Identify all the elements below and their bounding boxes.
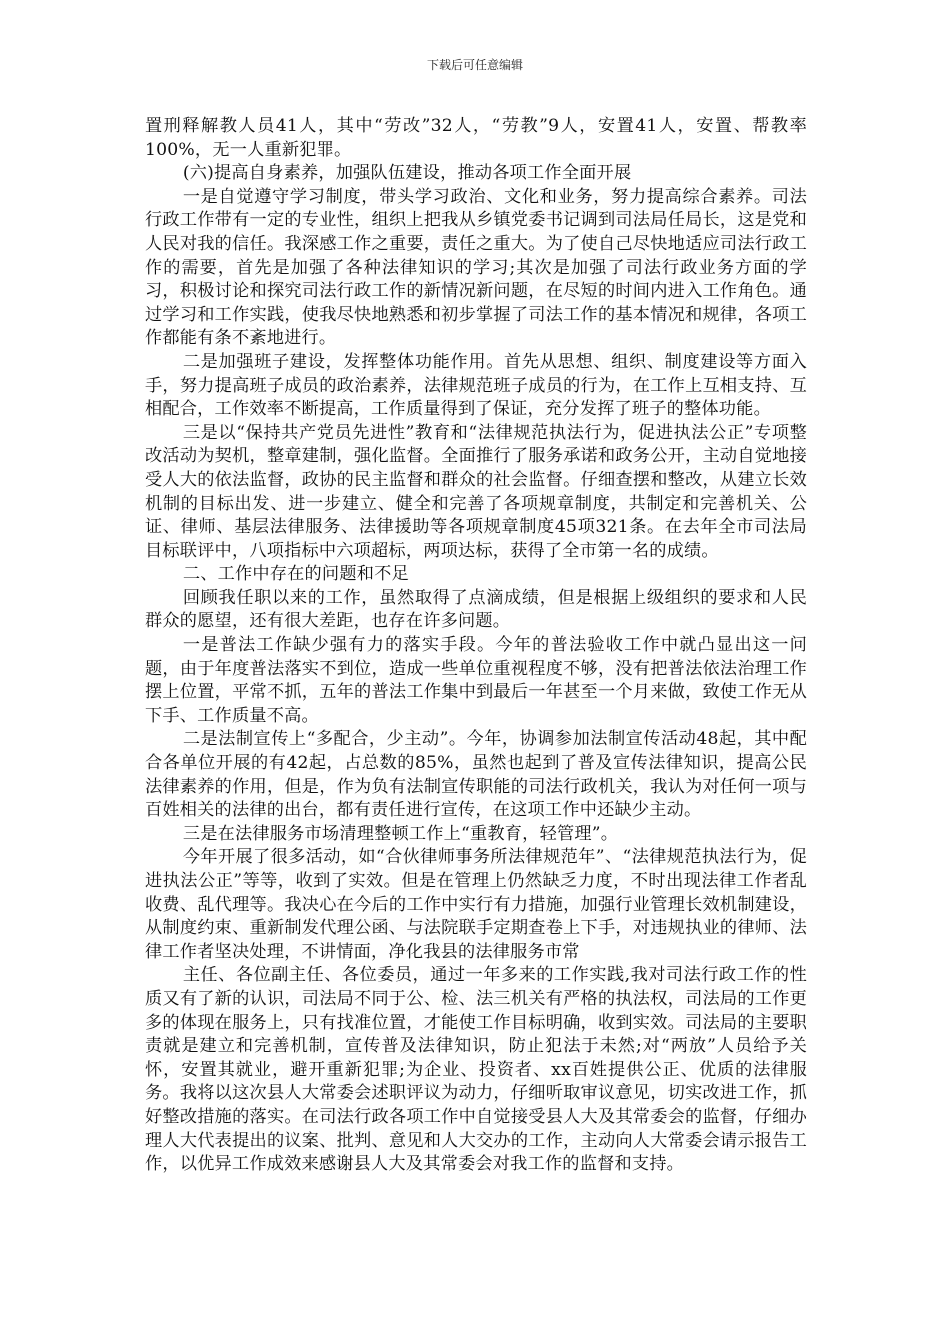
paragraph: 一是普法工作缺少强有力的落实手段。今年的普法验收工作中就凸显出这一问题，由于年度普法落实不到位，造成一些单位重视程度不够，没有把普法依法治理工作摆上位置，平常不抓，五年的普法工作集中到最后一年甚至一个月来做，致使工作无从下手、工作质量不高。	[145, 635, 807, 726]
paragraph: 一是自觉遵守学习制度，带头学习政治、文化和业务，努力提高综合素养。司法行政工作带有一定的专业性，组织上把我从乡镇党委书记调到司法局任局长，这是党和人民对我的信任。我深感工作之重要，责任之重大。为了使自己尽快地适应司法行政工作的需要，首先是加强了各种法律知识的学习;其次是加强了司法行政业务方面的学习，积极讨论和探究司法行政工作的新情况新问题，在尽短的时间内进入工作角色。通过学习和工作实践，使我尽快地熟悉和初步掌握了司法工作的基本情况和规律，各项工作都能有条不紊地进行。	[145, 186, 807, 349]
paragraph: 回顾我任职以来的工作，虽然取得了点滴成绩，但是根据上级组织的要求和人民群众的愿望，还有很大差距，也存在许多问题。	[145, 587, 807, 632]
section-heading: 二、工作中存在的问题和不足	[182, 564, 409, 585]
page-header: 下载后可任意编辑	[426, 58, 523, 72]
paragraph: 今年开展了很多活动，如“合伙律师事务所法律规范年”、“法律规范执法行为，促进执法公正”等等，收到了实效。但是在管理上仍然缺乏力度，不时出现法律工作者乱收费、乱代理等。我决心在今后的工作中实行有力措施，加强行业管理长效机制建设，从制度约束、重新制发代理公函、与法院联手定期查卷上下手，对违规执业的律师、法律工作者坚决处理，不讲情面，净化我县的法律服务市常	[145, 847, 807, 962]
section-heading: (六)提高自身素养，加强队伍建设，推动各项工作全面开展	[182, 163, 632, 184]
paragraph: 三是以“保持共产党员先进性”教育和“法律规范执法行为，促进执法公正”专项整改活动为契机，整章建制，强化监督。全面推行了服务承诺和政务公开，主动自觉地接受人大的依法监督，政协的民主监督和群众的社会监督。仔细查摆和整改，从建立长效机制的目标出发、进一步建立、健全和完善了各项规章制度，共制定和完善机关、公证、律师、基层法律服务、法律援助等各项规章制度45项321条。在去年全市司法局目标联评中，八项指标中六项超标，两项达标，获得了全市第一名的成绩。	[145, 422, 807, 561]
paragraph: 置刑释解教人员41人，其中“劳改”32人，“劳教”9人，安置41人，安置、帮教率100%，无一人重新犯罪。	[145, 116, 807, 160]
paragraph: 二是法制宣传上“多配合，少主动”。今年，协调参加法制宣传活动48起，其中配合各单位开展的有42起，占总数的85%，虽然也起到了普及宣传法律知识，提高公民法律素养的作用，但是，作为负有法制宣传职能的司法行政机关，我认为对任何一项与百姓相关的法律的出台，都有责任进行宣传，在这项工作中还缺少主动。	[145, 729, 807, 821]
document-body	[145, 115, 807, 1177]
paragraph: 主任、各位副主任、各位委员，通过一年多来的工作实践,我对司法行政工作的性质又有了新的认识，司法局不同于公、检、法三机关有严格的执法权，司法局的工作更多的体现在服务上，只有找准位置，才能使工作目标明确，收到实效。司法局的主要职责就是建立和完善机制，宣传普及法律知识，防止犯法于未然;对“两放”人员给予关怀，安置其就业，避开重新犯罪;为企业、投资者、xx百姓提供公正、优质的法律服务。我将以这次县人大常委会述职评议为动力，仔细听取审议意见，切实改进工作，抓好整改措施的落实。在司法行政各项工作中自觉接受县人大及其常委会的监督，仔细办理人大代表提出的议案、批判、意见和人大交办的工作，主动向人大常委会请示报告工作，以优异工作成效来感谢县人大及其常委会对我工作的监督和支持。	[145, 965, 807, 1175]
paragraph: 二是加强班子建设，发挥整体功能作用。首先从思想、组织、制度建设等方面入手，努力提高班子成员的政治素养，法律规范班子成员的行为，在工作上互相支持、互相配合，工作效率不断提高，工作质量得到了保证，充分发挥了班子的整体功能。	[145, 351, 807, 420]
paragraph: 三是在法律服务市场清理整顿工作上“重教育，轻管理”。	[182, 823, 619, 844]
